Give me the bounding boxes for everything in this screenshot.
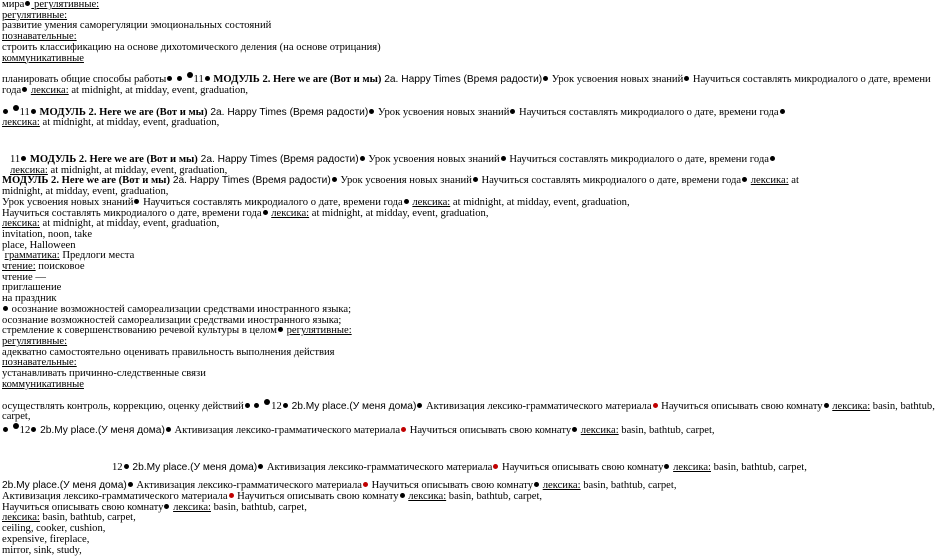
bullet-icon [13, 105, 19, 111]
lesson-title: 2b.My place.(У меня дома) [129, 461, 258, 473]
lesson-type: Активизация лексико-грамматического материала [133, 480, 362, 492]
module-title: МОДУЛЬ 2. Here we are (Вот и мы) [27, 154, 198, 166]
bullet-icon [404, 199, 409, 204]
bullet-icon [25, 1, 30, 6]
lesson-number: 12 [19, 424, 31, 436]
vocab-list: at midnight, at midday, event, graduation, [68, 84, 249, 96]
text-line: развитие умения саморегуляции эмоциональных состояний [2, 20, 272, 32]
heading-regulative: регулятивные: [2, 335, 68, 347]
lesson-type: Урок усвоения новых знаний [365, 154, 500, 166]
text: стремление к совершенствованию речевой культуры в целом [2, 325, 277, 337]
bullet-icon [824, 403, 829, 408]
bullet-icon [3, 109, 8, 114]
text: планировать общие способы работы [2, 74, 167, 86]
vocab-label: лексика: [2, 512, 40, 524]
lesson-type: Урок усвоения новых знаний [375, 106, 510, 118]
lesson-type: Активизация лексико-грамматического материала [171, 424, 401, 436]
text-line: строить классификацию на основе дихотомического деления (на основе отрицания) [2, 41, 381, 53]
vocab-label: лексика: [173, 501, 211, 513]
lesson-number: 11 [10, 154, 21, 166]
vocab-label: лексика: [412, 196, 451, 208]
bullet-icon [473, 177, 478, 182]
heading-cognitive: познавательные: [2, 357, 77, 369]
heading-regulative: регулятивные: [286, 325, 352, 337]
bullet-icon [205, 76, 210, 81]
text-line: приглашение [2, 282, 62, 294]
vocab-label: лексика: [750, 175, 789, 187]
lesson-title: 2b.My place.(У меня дома) [288, 400, 417, 412]
bullet-icon [166, 427, 171, 432]
bullet-icon [493, 464, 498, 469]
reading-label: чтение: [2, 261, 36, 273]
bullet-icon [167, 76, 172, 81]
vocab-list: basin, bathtub, carpet, [711, 461, 807, 473]
vocab-list: basin, bathtub, carpet, [210, 501, 307, 513]
bullet-icon [653, 403, 658, 408]
bullet-icon [134, 199, 139, 204]
bullet-icon [360, 156, 365, 161]
bullet-icon [363, 482, 368, 487]
vocab-label: лексика: [10, 164, 48, 176]
lesson-goal: Научиться составлять микродиалого о дате, времени года [2, 207, 262, 219]
bullet-icon [264, 399, 270, 405]
lesson-para [2, 155, 816, 176]
vocab-label: лексика: [30, 84, 69, 96]
lesson-line [2, 219, 816, 230]
module-title: МОДУЛЬ 2. Here we are (Вот и мы) [36, 106, 208, 118]
bullet-icon [742, 177, 747, 182]
vocab-list: basin, bathtub, carpet, [580, 480, 677, 492]
bullet-icon [254, 403, 259, 408]
bullet-icon [245, 403, 250, 408]
text-line: на праздник [2, 293, 57, 305]
lesson-title: 2a. Happy Times (Время радости) [381, 74, 543, 86]
lesson-number: 11 [193, 74, 204, 86]
vocab-label: лексика: [673, 461, 711, 473]
bullet-icon [543, 76, 548, 81]
vocab-list: at midnight, at midday, event, graduation, [450, 196, 630, 208]
vocab-line: ceiling, cooker, cushion, [2, 523, 106, 535]
bullet-icon [664, 464, 669, 469]
bullet-icon [258, 464, 263, 469]
bullet-icon [572, 427, 577, 432]
heading-regulative: регулятивные: [2, 9, 68, 21]
text-line [2, 326, 816, 337]
bullet-icon [124, 464, 129, 469]
reading-type: поисковое [35, 261, 85, 273]
bullet-icon [401, 427, 406, 432]
lesson-para [2, 176, 816, 197]
module-title: МОДУЛЬ 2. Here we are (Вот и мы) [2, 175, 170, 187]
bullet-icon [229, 493, 234, 498]
text: осознание возможностей самореализации средствами иностранного языка; [11, 303, 352, 315]
lesson-type: Активизация лексико-грамматического материала [423, 400, 652, 412]
text-line: устанавливать причинно-следственные связи [2, 368, 206, 380]
bullet-icon [128, 482, 133, 487]
vocab-list: basin, bathtub, carpet, [618, 424, 715, 436]
lesson-title: 2b.My place.(У меня дома) [2, 480, 127, 492]
lesson-type: Урок усвоения новых знаний [337, 175, 472, 187]
vocab-list: basin, bathtub, carpet, [446, 491, 543, 503]
text: мира [2, 0, 25, 10]
vocab-list: basin, bathtub, carpet, [39, 512, 136, 524]
vocab-label: лексика: [542, 480, 581, 492]
lesson-goal: Научиться описывать свою комнату [234, 491, 399, 503]
vocab-list: at midnight, at midday, event, graduation, [47, 164, 228, 176]
vocab-label: лексика: [832, 400, 871, 412]
vocab-line: mirror, sink, study, [2, 544, 82, 556]
bullet-icon [187, 72, 193, 78]
vocab-label: лексика: [580, 424, 619, 436]
text-line: осознание возможностей самореализации средствами иностранного языка; [2, 314, 342, 326]
heading-communicative: коммуникативные [2, 52, 84, 64]
bullet-icon [770, 156, 775, 161]
heading-communicative: коммуникативные [2, 378, 84, 390]
bullet-icon [3, 306, 8, 311]
vocab-list: at midnight, at midday, event, graduation, [2, 175, 799, 198]
lesson-goal: Научиться составлять микродиалого о дате, времени [690, 74, 931, 86]
lesson-title: 2a. Happy Times (Время радости) [197, 154, 359, 166]
bullet-icon [400, 493, 405, 498]
bullet-icon [283, 403, 288, 408]
text: осуществлять контроль, коррекцию, оценку действий [2, 400, 244, 412]
reading-line [2, 262, 816, 273]
vocab-label: лексика: [408, 491, 447, 503]
lesson-line [2, 423, 816, 437]
bullet-icon [31, 427, 36, 432]
vocab-line: place, Halloween [2, 239, 76, 251]
lesson-title: 2a. Happy Times (Время радости) [207, 106, 369, 118]
lesson-goal: Научиться описывать свою комнату [499, 461, 664, 473]
bullet-icon [510, 109, 515, 114]
lesson-line [2, 86, 816, 97]
lesson-goal: Научиться составлять микродиалого о дате, времени года [478, 175, 742, 187]
lesson-type: Активизация лексико-грамматического материала [2, 491, 228, 503]
bullet-icon [684, 76, 689, 81]
vocab-line: invitation, noon, take [2, 228, 93, 240]
bullet-icon [3, 427, 8, 432]
lesson-type: Активизация лексико-грамматического материала [264, 461, 493, 473]
vocab-list: at midnight, at midday, event, graduation, [309, 207, 489, 219]
lesson-line [2, 513, 816, 524]
lesson-title: 2b.My place.(У меня дома) [37, 424, 165, 436]
bullet-icon [13, 423, 19, 429]
lesson-number: 12 [112, 461, 123, 473]
grammar-label: грамматика: [4, 250, 60, 262]
lesson-goal: Научиться описывать свою комнату [407, 424, 572, 436]
lesson-goal: Научиться составлять микродиалого о дате, времени года [506, 154, 769, 166]
lesson-number: 11 [19, 106, 30, 118]
lesson-line [2, 399, 935, 413]
bullet-icon [501, 156, 506, 161]
bullet-icon [263, 210, 268, 215]
lesson-para [2, 105, 816, 129]
lesson-line [2, 72, 931, 86]
module-title: МОДУЛЬ 2. Here we are (Вот и мы) [210, 74, 382, 86]
grammar-line [2, 251, 816, 262]
lesson-goal: Научиться описывать свою комнату [368, 480, 534, 492]
heading-regulative: регулятивные: [31, 0, 100, 10]
lesson-goal: Научиться описывать свою комнату [2, 501, 164, 513]
vocab-list: at midnight, at midday, event, graduation, [39, 218, 220, 230]
vocab-line: carpet, [2, 411, 31, 423]
lesson-goal: Научиться составлять микродиалого о дате, времени года [516, 106, 779, 118]
bullet-icon [177, 76, 182, 81]
bullet-icon [534, 482, 539, 487]
bullet-icon [780, 109, 785, 114]
lesson-number: 12 [271, 400, 282, 412]
vocab-label: лексика: [271, 207, 310, 219]
vocab-label: лексика: [2, 218, 40, 230]
lesson-type: Урок усвоения новых знаний [549, 74, 684, 86]
vocab-list: at midnight, at midday, event, graduation, [39, 117, 220, 129]
bullet-icon [417, 403, 422, 408]
vocab-list: basin, bathtub, [870, 400, 935, 412]
bullet-icon [369, 109, 374, 114]
lesson-goal: Научиться составлять микродиалого о дате, времени года [140, 196, 403, 208]
heading-cognitive: познавательные: [2, 31, 77, 43]
vocab-line: expensive, fireplace, [2, 533, 90, 545]
bullet-icon [31, 109, 36, 114]
text-line: адекватно самостоятельно оценивать правильность выполнения действия [2, 346, 335, 358]
grammar-topic: Предлоги места [59, 250, 135, 262]
line-1 [2, 0, 816, 11]
bullet-icon [332, 177, 337, 182]
lesson-title: 2a. Happy Times (Время радости) [169, 175, 331, 187]
text-line: чтение — [2, 271, 46, 283]
vocab-label: лексика: [2, 117, 40, 129]
lesson-type: Урок усвоения новых знаний [2, 196, 134, 208]
bullet-icon [278, 327, 283, 332]
bullet-icon [164, 504, 169, 509]
text: года [2, 84, 22, 96]
bullet-icon [21, 156, 26, 161]
text-line [2, 305, 816, 316]
lesson-line [2, 463, 816, 474]
bullet-icon [22, 87, 27, 92]
lesson-goal: Научиться описывать свою комнату [658, 400, 823, 412]
